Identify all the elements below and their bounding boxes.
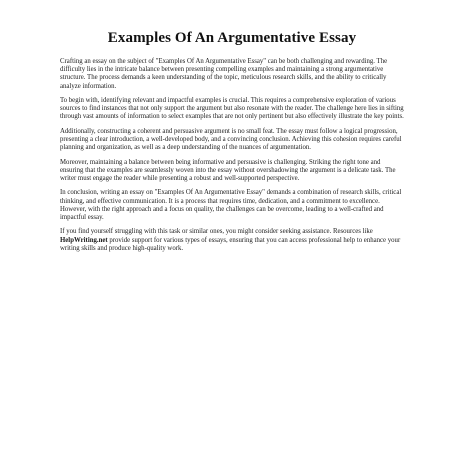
paragraph-argument: Additionally, constructing a coherent and persuasive argument is no small feat. The essay must follow a logical progression, presenting a clear introduction, a well-developed body, and a convincing conclusion. Achieving this cohesion requires careful planning and organization, as well as a deep understanding of the nuances of argumentation. <box>60 127 402 152</box>
document-title: Examples Of An Argumentative Essay <box>107 30 357 46</box>
assistance-text-after: provide support for various types of essays, ensuring that you can access professional help to enhance your writing skills and produce high-quality work. <box>60 236 401 252</box>
paragraph-assistance <box>60 228 404 253</box>
paragraph-balance: Moreover, maintaining a balance between being informative and persuasive is challenging. Striking the right tone and ensuring that the examples are seamlessly woven into the essay without overshadowing the argument is a delicate task. The writer must engage the reader while presenting a robust and well-supported perspective. <box>60 158 396 182</box>
paragraph-intro: Crafting an essay on the subject of "Examples Of An Argumentative Essay" can be both challenging and rewarding. The difficulty lies in the intricate balance between presenting compelling examples and maintaining a strong argumentative structure. The process demands a keen understanding of the topic, meticulous research skills, and the ability to critically analyze information. <box>60 58 388 90</box>
paragraph-examples: To begin with, identifying relevant and impactful examples is crucial. This requires a comprehensive exploration of various sources to find instances that not only support the argument but also resonate with the reader. The challenge here lies in sifting through vast amounts of information to select examples that are not only pertinent but also effectively illustrate the key points. <box>60 97 404 121</box>
assistance-text-before: If you find yourself struggling with this task or similar ones, you might consider seeking assistance. Resources like <box>60 228 373 236</box>
helpwriting-link[interactable]: HelpWriting.net <box>60 236 108 244</box>
paragraph-conclusion: In conclusion, writing an essay on "Examples Of An Argumentative Essay" demands a combination of research skills, critical thinking, and effective communication. It is a process that requires time, dedication, and a commitment to excellence. However, with the right approach and a focus on quality, the challenges can be overcome, leading to a well-crafted and impactful essay. <box>60 189 402 221</box>
